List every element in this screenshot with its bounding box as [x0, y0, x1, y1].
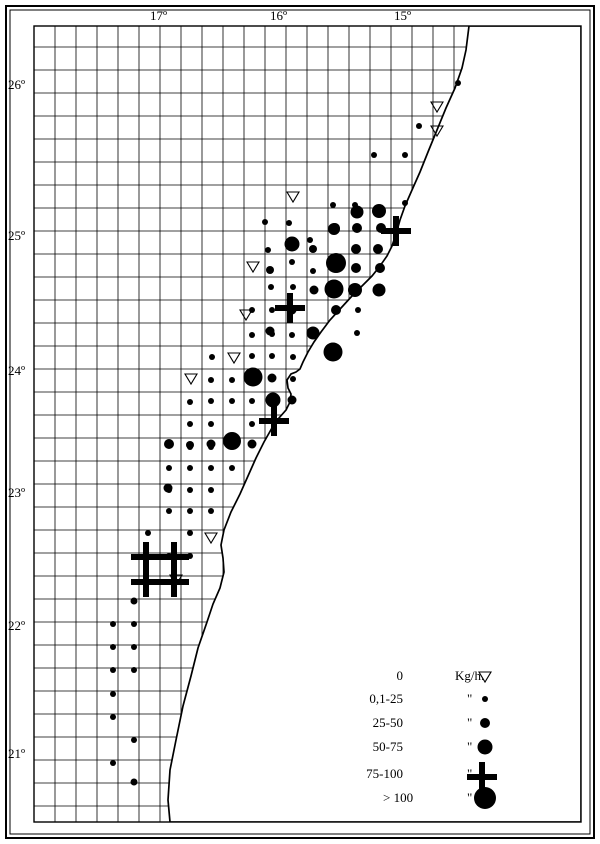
- x-tick-label: 16º: [270, 8, 288, 23]
- legend-label-5: > 100: [383, 790, 414, 805]
- legend-unit-0: Kg/h.: [455, 668, 485, 683]
- y-tick-label: 21º: [8, 746, 26, 761]
- legend-unit-5: ": [467, 790, 473, 805]
- legend-label-4: 75-100: [366, 766, 403, 781]
- legend-symbol-dot-large-icon: [478, 740, 493, 755]
- legend-unit-4: ": [467, 766, 473, 781]
- x-tick-label: 17º: [150, 8, 168, 23]
- legend-label-2: 25-50: [372, 715, 403, 730]
- legend-symbol-dot-medium-icon: [480, 718, 490, 728]
- legend-unit-3: ": [467, 739, 473, 754]
- legend-label-1: 0,1-25: [369, 691, 403, 706]
- legend-label-3: 50-75: [372, 739, 403, 754]
- x-tick-label: 15º: [394, 8, 412, 23]
- legend-symbol-dot-xlarge-icon: [474, 787, 496, 809]
- legend-unit-1: ": [467, 691, 473, 706]
- legend-label-0: 0: [396, 668, 403, 683]
- y-tick-label: 23º: [8, 485, 26, 500]
- y-tick-label: 22º: [8, 618, 26, 633]
- y-tick-label: 26º: [8, 77, 26, 92]
- legend-symbol-dot-small-icon: [482, 696, 488, 702]
- legend-unit-2: ": [467, 715, 473, 730]
- y-tick-label: 25º: [8, 228, 26, 243]
- y-tick-label: 24º: [8, 363, 26, 378]
